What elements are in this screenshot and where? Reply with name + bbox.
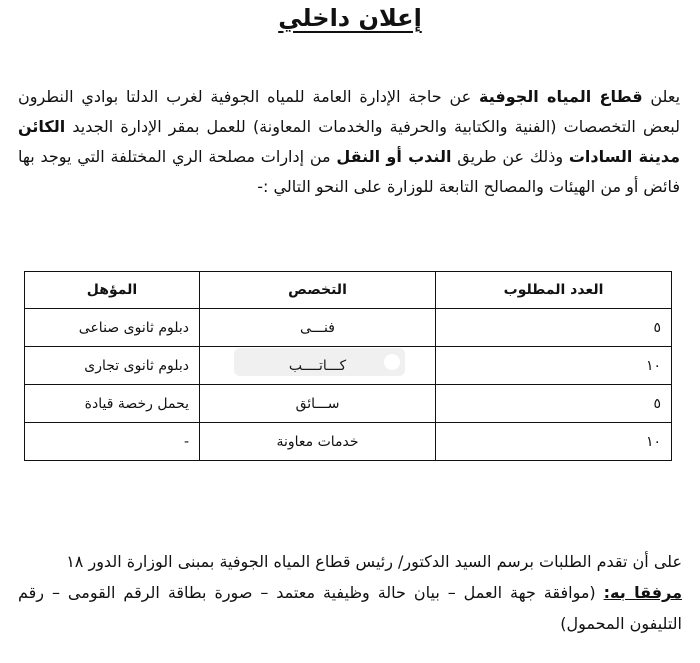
table-row <box>25 309 672 347</box>
intro-bold-method: الندب أو النقل <box>336 147 452 166</box>
attachments-label: مرفقا به: <box>603 583 682 602</box>
cell-count: ١٠ <box>436 347 672 385</box>
header-count: العدد المطلوب <box>436 272 672 309</box>
cell-count: ٥ <box>436 385 672 423</box>
intro-bold-location: الكائن مدينة السادات <box>18 117 681 166</box>
intro-text-1: يعلن <box>642 87 681 106</box>
header-specialty: التخصص <box>200 272 436 309</box>
page-title: إعلان داخلي <box>278 4 422 32</box>
table-row <box>25 385 672 423</box>
intro-bold-sector: قطاع المياه الجوفية <box>479 87 643 106</box>
table-row <box>25 347 672 385</box>
cell-qualification: دبلوم ثانوى صناعى <box>25 309 200 347</box>
cell-qualification: دبلوم ثانوى تجارى <box>25 347 200 385</box>
intro-text-2: عن حاجة الإدارة العامة للمياه الجوفية لغرب الدلتا بوادي النطرون لبعض التخصصات (الفنية والكتابية والحرفية والخدمات المعاونة) للعمل بمقر الإدارة الجديد <box>18 87 680 136</box>
closing-paragraph <box>18 546 682 639</box>
intro-text-4: من إدارات مصلحة الري المختلفة التي يوجد بها فائض أو من الهيئات والمصالح التابعة للوزارة على النحو التالي :- <box>18 147 680 196</box>
table-header-row <box>25 272 672 309</box>
attachments-text: (موافقة جهة العمل – بيان حالة وظيفية معتمد – صورة بطاقة الرقم القومى – رقم التليفون المحمول) <box>18 583 682 633</box>
cell-specialty: فنـــى <box>200 309 436 347</box>
intro-text-3: وذلك عن طريق <box>451 147 569 166</box>
closing-line: على أن تقدم الطلبات برسم السيد الدكتور/ رئيس قطاع المياه الجوفية بمبنى الوزارة الدور ١٨ <box>66 552 682 571</box>
cell-specialty: كـــاتــــب <box>200 347 436 385</box>
cell-qualification: - <box>25 423 200 461</box>
cell-count: ١٠ <box>436 423 672 461</box>
requirements-table <box>24 271 672 461</box>
cell-specialty: ســـائق <box>200 385 436 423</box>
header-qualification: المؤهل <box>25 272 200 309</box>
cell-specialty: خدمات معاونة <box>200 423 436 461</box>
intro-paragraph <box>18 82 680 202</box>
cell-qualification: يحمل رخصة قيادة <box>25 385 200 423</box>
table-row <box>25 423 672 461</box>
cell-count: ٥ <box>436 309 672 347</box>
